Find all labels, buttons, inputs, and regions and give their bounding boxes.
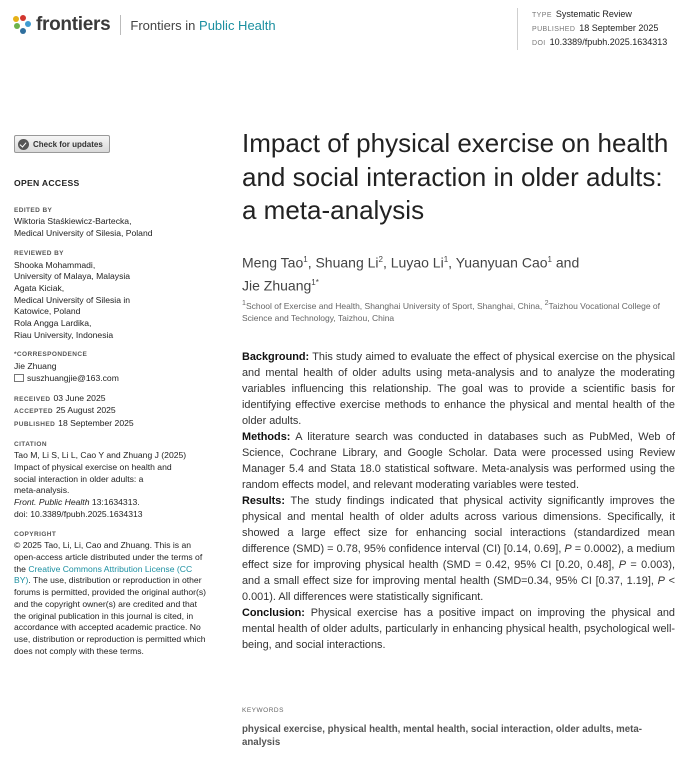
citation-line: Tao M, Li S, Li L, Cao Y and Zhuang J (2025) — [14, 450, 187, 461]
received-label: RECEIVED — [14, 395, 51, 403]
published-date-side — [14, 418, 214, 431]
correspondence — [14, 349, 214, 384]
edited-by-label: EDITED BY — [14, 206, 53, 214]
reviewer-affiliation: Medical University of Silesia in — [14, 294, 131, 305]
author-name[interactable]: Yuanyuan Cao — [455, 254, 548, 271]
reviewer-name: Shooka Mohammadi, — [14, 259, 96, 270]
author-affil-sup: 1 — [303, 255, 308, 264]
citation-line: social interaction in older adults: a — [14, 473, 144, 484]
frontiers-logo[interactable] — [13, 14, 276, 36]
p-symbol: P — [618, 559, 627, 571]
affiliation: Taizhou Vocational College of Science and Technology, Taizhou, China — [242, 300, 661, 324]
author-name[interactable]: Shuang Li — [315, 254, 379, 271]
affiliation: School of Exercise and Health, Shanghai University of Sport, Shanghai, China, — [245, 300, 545, 311]
citation-volume: 13:1634313. — [89, 497, 140, 508]
p-symbol: P — [657, 575, 665, 587]
check-circle-icon — [18, 139, 29, 150]
abstract-results — [242, 493, 675, 605]
article-type — [532, 8, 667, 22]
citation-label: CITATION — [14, 440, 47, 448]
published-label-side: PUBLISHED — [14, 420, 56, 428]
results-text: = 0.003), and a small effect size for improving mental health (SMD=0.34, 95% CI [0.37, 1.19], — [242, 559, 675, 587]
author-separator: and — [552, 254, 580, 271]
editor-name: Wiktoria Staśkiewicz-Bartecka, — [14, 216, 132, 227]
correspondence-email[interactable]: suszhuangjie@163.com — [27, 372, 119, 383]
author-affil-sup: 2 — [378, 255, 383, 264]
affil-sup: 2 — [544, 299, 549, 307]
affil-sup: 1 — [242, 299, 246, 307]
results-text: = 0.0002), a medium effect size for improving physical health (SMD = 0.42, 95% CI [0.20, 0.48], — [242, 543, 675, 571]
published-value: 18 September 2025 — [579, 23, 659, 33]
author-name[interactable]: Meng Tao — [242, 254, 304, 271]
citation-journal-line — [14, 497, 214, 509]
citation-doi[interactable]: doi: 10.3389/fpubh.2025.1634313 — [14, 508, 143, 519]
accepted-value: 25 August 2025 — [55, 405, 116, 416]
background-label: Background: — [242, 351, 310, 363]
reviewed-by-label: REVIEWED BY — [14, 249, 64, 257]
author-separator: , — [307, 254, 316, 271]
type-value: Systematic Review — [555, 9, 632, 19]
open-access-label: OPEN ACCESS — [14, 178, 80, 188]
reviewer-name: Rola Angga Lardika, — [14, 318, 92, 329]
check-updates-button[interactable] — [14, 135, 110, 153]
article-title: Impact of physical exercise on health and social interaction in older adults: a meta-analysis — [242, 128, 669, 225]
correspondence-label: *CORRESPONDENCE — [14, 351, 88, 359]
results-label: Results: — [242, 495, 285, 507]
copyright-text — [14, 540, 210, 657]
dates — [14, 393, 214, 431]
reviewer-affiliation: Riau University, Indonesia — [14, 329, 114, 340]
correspondence-email-row[interactable] — [14, 373, 214, 385]
published-label: PUBLISHED — [532, 26, 576, 33]
background-text: This study aimed to evaluate the effect of physical exercise on the physical and mental health of older adults using meta-analysis and to analyze the moderating variables influencing this relationship. The goal was to provide a scientific basis for identifying effective exercise methods to enhance the physical and mental health of the older adults. — [242, 351, 675, 427]
accepted-label: ACCEPTED — [14, 408, 53, 416]
methods-text: A literature search was conducted in databases such as PubMed, Web of Science, Cochrane Library, and Google Scholar. Data were processed using Review Manager 5.4 and Stata 18.0 statistical software. Meta-analysis was performed using the random effects model, and relevant moderating variables were tested. — [242, 431, 675, 491]
methods-label: Methods: — [242, 431, 291, 443]
published-value-side: 18 September 2025 — [58, 417, 134, 428]
copyright — [14, 529, 214, 658]
copyright-label: COPYRIGHT — [14, 530, 57, 538]
received-value: 03 June 2025 — [53, 392, 106, 403]
reviewer-affiliation: University of Malaya, Malaysia — [14, 271, 131, 282]
logo-wordmark: frontiers — [36, 14, 111, 35]
journal-title: Public Health — [199, 17, 276, 33]
results-text: The study findings indicated that physical activity significantly improves the physical and mental health of older adults across various dimensions. Specifically, it showed a large effect size for enhancing social interactions (standardized mean difference (SMD) = 0.78, 95% confidence interval (CI) [0.14, 0.69], — [242, 495, 675, 555]
abstract-conclusion — [242, 605, 675, 653]
citation-line: meta-analysis. — [14, 485, 70, 496]
doi-label: DOI — [532, 40, 546, 47]
check-updates-label: Check for updates — [33, 139, 103, 149]
doi[interactable] — [532, 36, 667, 50]
copyright-pre: © 2025 Tao, Li, Li, Cao and Zhuang. This is an open-access article distributed under the terms of the — [14, 540, 203, 574]
envelope-icon — [14, 374, 24, 382]
reviewer-affiliation: Katowice, Poland — [14, 306, 81, 317]
type-label: TYPE — [532, 12, 552, 19]
published-date — [532, 22, 667, 36]
cc-by-license-link[interactable]: Creative Commons Attribution License (CC BY) — [14, 563, 193, 586]
reviewed-by — [14, 248, 214, 342]
frontiers-logo-icon — [13, 15, 32, 35]
keywords: physical exercise, physical health, mental health, social interaction, older adults, meta-analysis — [242, 724, 643, 748]
abstract — [242, 349, 675, 653]
results-text: < 0.001). All differences were statistically significant. — [242, 575, 676, 603]
author-separator: , — [382, 254, 391, 271]
journal-prefix: Frontiers in — [130, 17, 196, 33]
article-meta — [517, 8, 667, 50]
author-affil-sup: 1 — [443, 255, 449, 264]
affiliations — [242, 297, 672, 325]
author-list — [242, 250, 672, 296]
citation-journal: Front. Public Health — [14, 497, 90, 508]
received-date — [14, 393, 214, 406]
p-symbol: P — [564, 543, 572, 555]
header-divider — [120, 15, 121, 35]
editor-affiliation: Medical University of Silesia, Poland — [14, 228, 153, 239]
correspondence-name: Jie Zhuang — [14, 361, 57, 372]
abstract-background — [242, 349, 675, 429]
author-name[interactable]: Luyao Li — [390, 254, 444, 271]
conclusion-label: Conclusion: — [242, 607, 305, 619]
abstract-methods — [242, 429, 675, 493]
sidebar — [14, 178, 214, 665]
conclusion-text: Physical exercise has a positive impact on improving the physical and mental health of older adults, particularly in enhancing physical health, psychological well-being, and social interactions. — [242, 607, 675, 651]
author-affil-sup: 1* — [311, 278, 319, 288]
edited-by — [14, 205, 214, 240]
citation-line: Impact of physical exercise on health and — [14, 462, 172, 473]
keywords-label: KEYWORDS — [242, 707, 284, 714]
author-affil-sup: 1 — [547, 255, 552, 264]
author-separator: , — [448, 254, 456, 271]
citation — [14, 439, 214, 521]
reviewer-name: Agata Kiciak, — [14, 282, 65, 293]
doi-value[interactable]: 10.3389/fpubh.2025.1634313 — [549, 37, 668, 47]
accepted-date — [14, 405, 214, 418]
journal-name[interactable] — [130, 18, 275, 33]
author-name[interactable]: Jie Zhuang — [242, 277, 312, 294]
copyright-post: . The use, distribution or reproduction in other forums is permitted, provided the original author(s) and the copyright owner(s) are credited and that the original publication in this journal is cited, in accordance with accepted academic practice. No use, distribution or reproduction is permitted which does not comply with these terms. — [14, 575, 207, 656]
